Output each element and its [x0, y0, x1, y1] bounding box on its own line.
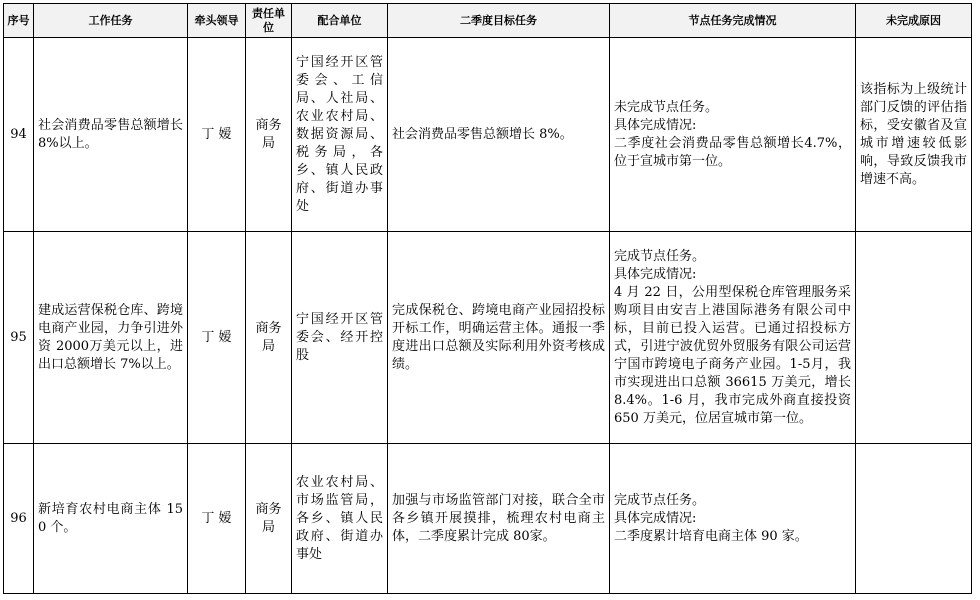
table-row [4, 38, 972, 232]
row-partners: 农业农村局、市场监管局，各乡、镇人民政府、街道办事处 [292, 444, 388, 594]
row-progress: 完成节点任务。 具体完成情况: 二季度累计培育电商主体 90 家。 [610, 444, 856, 594]
header-unit: 责任单位 [246, 4, 292, 38]
row-q2-target: 社会消费品零售总额增长 8%。 [388, 38, 610, 232]
header-partners: 配合单位 [292, 4, 388, 38]
row-reason [856, 232, 972, 444]
table-row [4, 444, 972, 594]
row-task: 建成运营保税仓库、跨境电商产业园，力争引进外资 2000万美元以上，进出口总额增长 7%以上。 [34, 232, 188, 444]
row-reason [856, 444, 972, 594]
task-table [3, 3, 972, 594]
row-unit: 商务局 [246, 232, 292, 444]
header-q2-target: 二季度目标任务 [388, 4, 610, 38]
header-task: 工作任务 [34, 4, 188, 38]
row-seq: 94 [4, 38, 34, 232]
header-leader: 牵头领导 [188, 4, 246, 38]
row-partners: 宁国经开区管委会、工信局、人社局、农业农村局、数据资源局、税务局，各乡、镇人民政府、街道办事处 [292, 38, 388, 232]
header-reason: 未完成原因 [856, 4, 972, 38]
header-seq: 序号 [4, 4, 34, 38]
header-row [4, 4, 972, 38]
row-q2-target: 加强与市场监管部门对接，联合全市各乡镇开展摸排，梳理农村电商主体，二季度累计完成 80家。 [388, 444, 610, 594]
row-q2-target: 完成保税仓、跨境电商产业园招投标开标工作，明确运营主体。通报一季度进出口总额及实际利用外资考核成绩。 [388, 232, 610, 444]
row-seq: 96 [4, 444, 34, 594]
table-row [4, 232, 972, 444]
row-progress: 完成节点任务。 具体完成情况: 4 月 22 日，公用型保税仓库管理服务采购项目由安吉上港国际港务有限公司中标，目前已投入运营。已通过招投标方式，引进宁波优贸外贸服务有限公司运营宁国市跨境电子商务产业园。1-5月，我市实现进出口总额 36615 万美元，增长 8.4%。1-6 月，我市完成外商直接投资 650 万美元，位居宣城市第一位。 [610, 232, 856, 444]
header-progress: 节点任务完成情况 [610, 4, 856, 38]
row-leader: 丁 嫒 [188, 232, 246, 444]
row-partners: 宁国经开区管委会、经开控股 [292, 232, 388, 444]
row-task: 社会消费品零售总额增长 8%以上。 [34, 38, 188, 232]
row-seq: 95 [4, 232, 34, 444]
row-leader: 丁 嫒 [188, 38, 246, 232]
row-unit: 商务局 [246, 444, 292, 594]
row-unit: 商务局 [246, 38, 292, 232]
row-reason: 该指标为上级统计部门反馈的评估指标，受安徽省及宣城市增速较低影响，导致反馈我市增速不高。 [856, 38, 972, 232]
row-progress: 未完成节点任务。 具体完成情况: 二季度社会消费品零售总额增长4.7%，位于宣城市第一位。 [610, 38, 856, 232]
row-task: 新培育农村电商主体 150 个。 [34, 444, 188, 594]
row-leader: 丁 嫒 [188, 444, 246, 594]
